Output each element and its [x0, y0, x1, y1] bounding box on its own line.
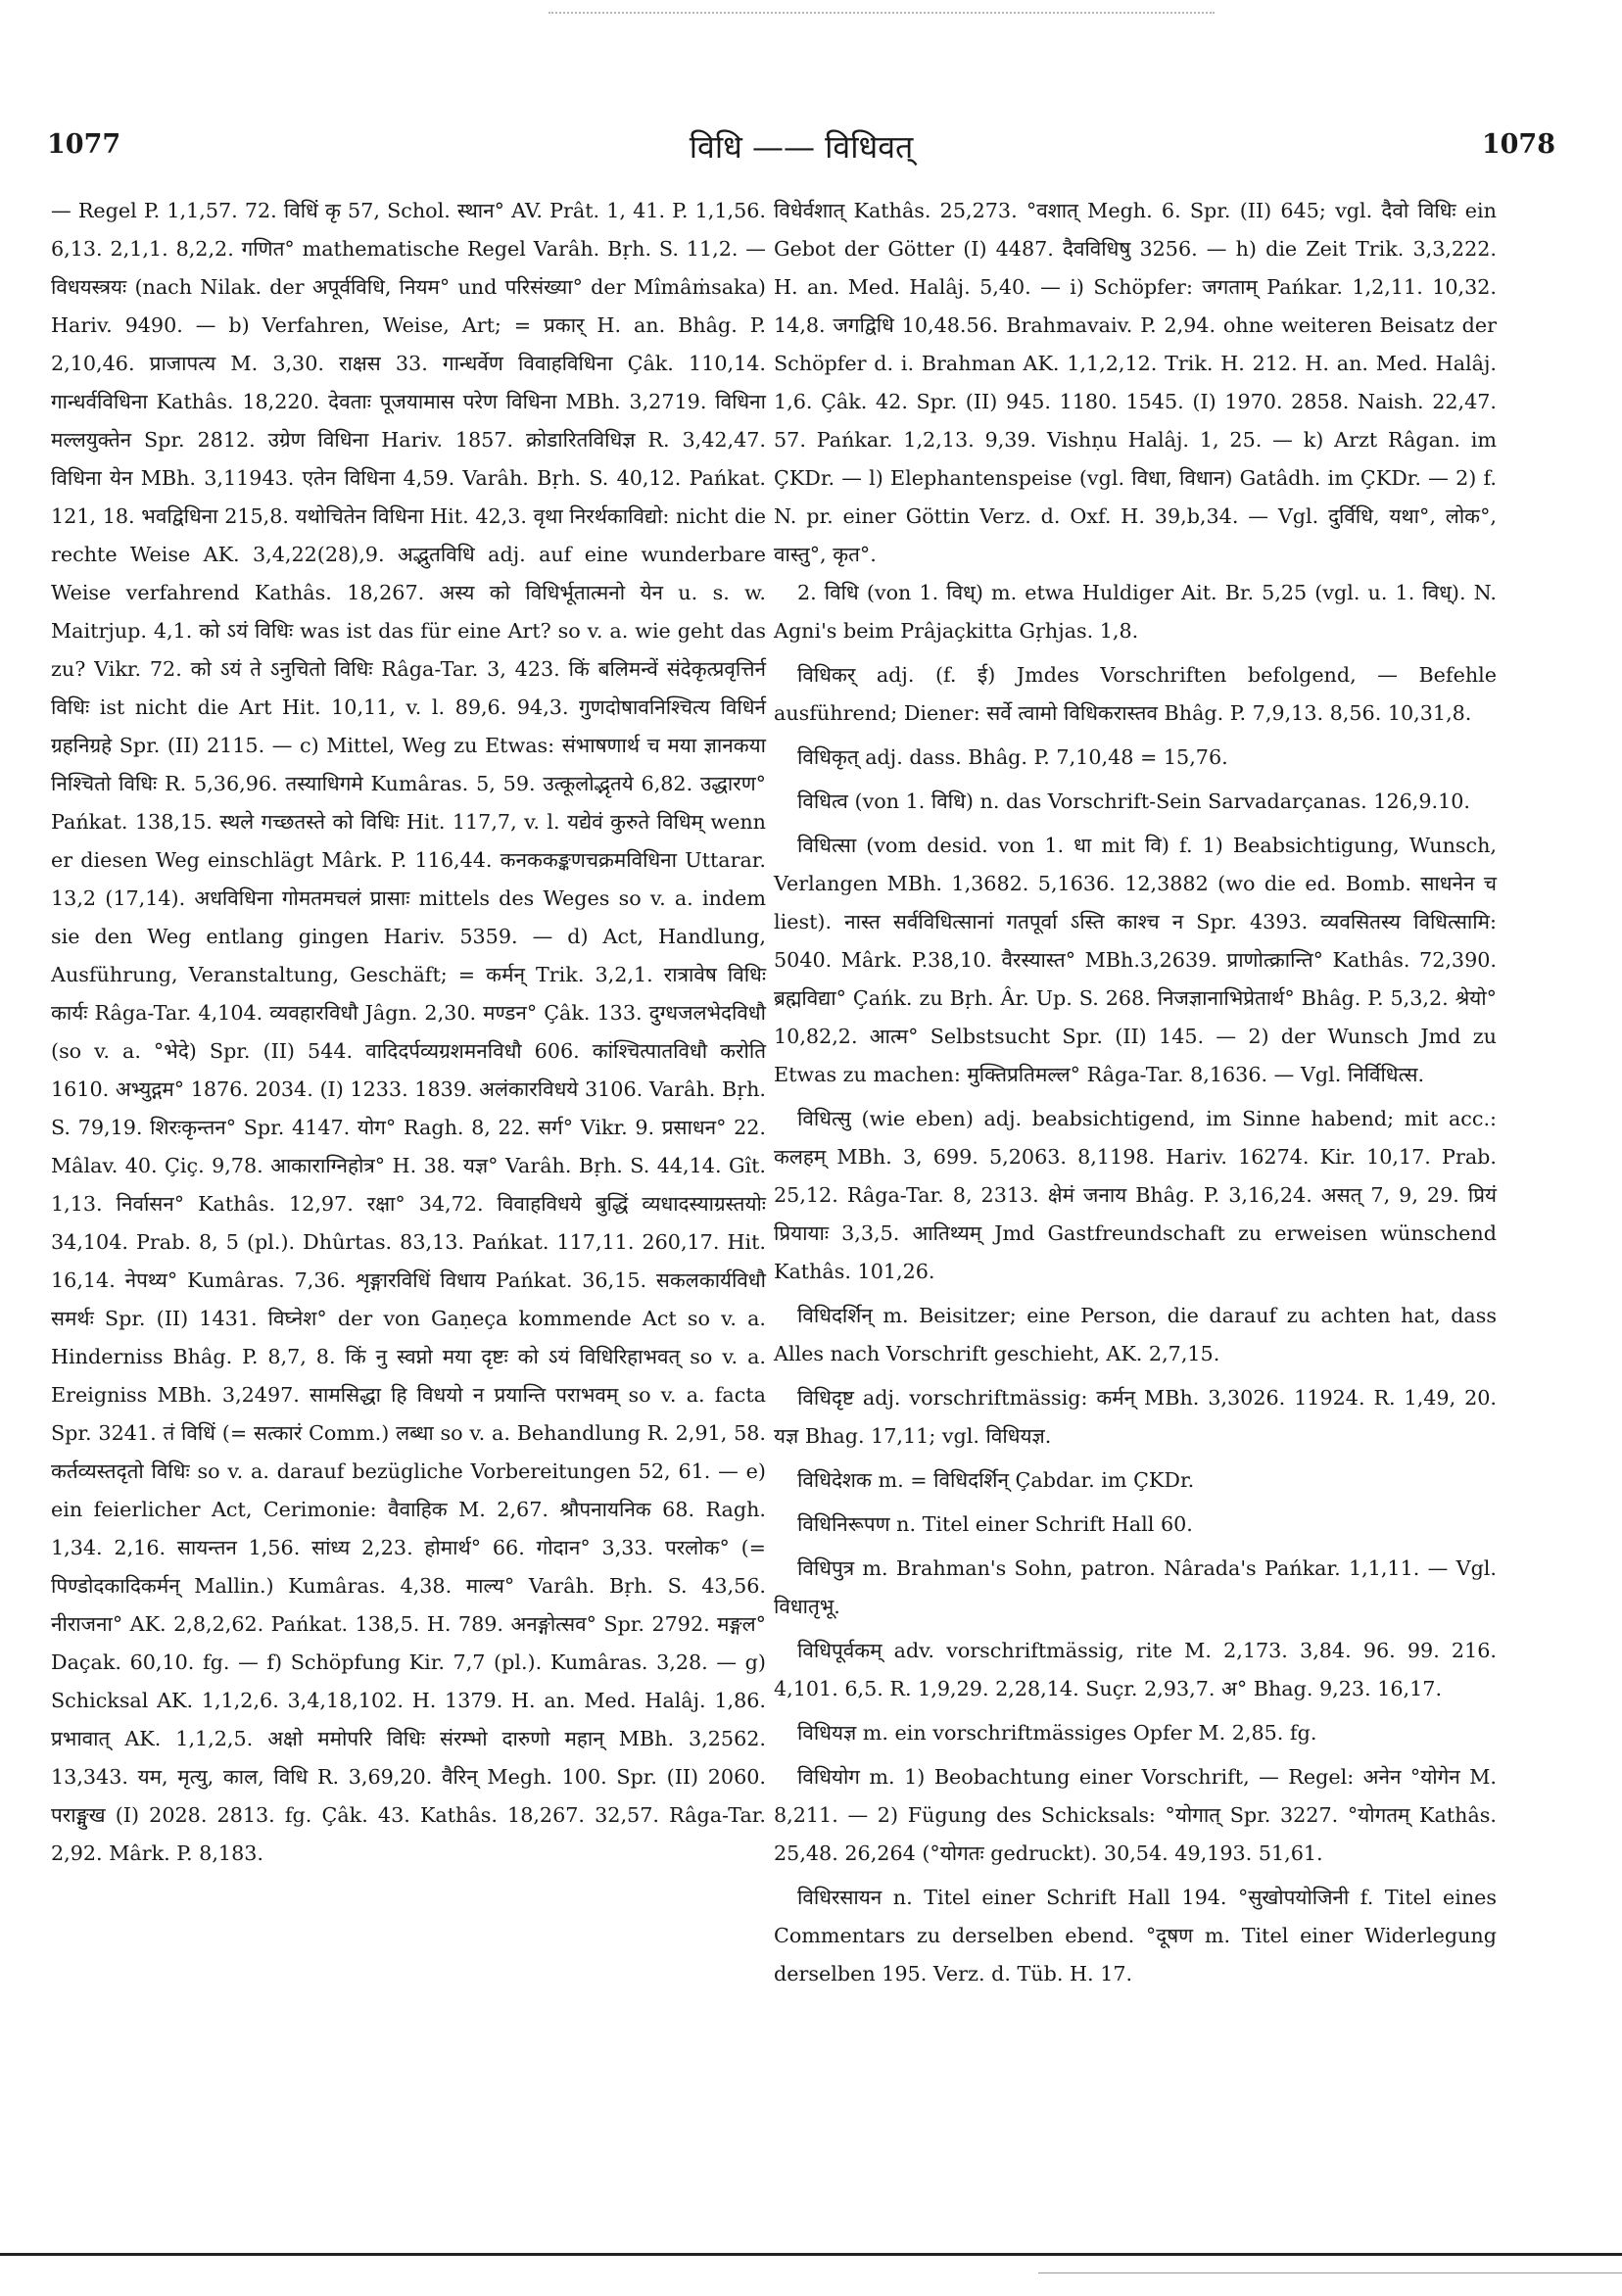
- dictionary-entry: विधित्व (von 1. विधि) n. das Vorschrift-Sein Sarvadarçanas. 126,9.10.: [797, 789, 1470, 813]
- entry-text: विधेर्वशात् Kathâs. 25,273. °वशात् Megh. 6. Spr. (II) 645; vgl. दैवो विधिः ein Gebot der Götter (I) 4487. दैवविधिषु 3256. — h) die Zeit Trik. 3,3,222. H. an. Med. Halâj. 5,40. — i) Schöpfer: जगताम् Pańkar. 1,2,11. 10,32. 14,8. जगद्विधि 10,48.56. Brahmavaiv. P. 2,94. ohne weiteren Beisatz der Schöpfer d. i. Brahman AK. 1,1,2,12. Trik. H. 212. H. an. Med. Halâj. 1,6. Çâk. 42. Spr. (II) 945. 1180. 1545. (I) 1970. 2858. Naish. 22,47. 57. Pańkar. 1,2,13. 9,39. Vishṇu Halâj. 1, 25. — k) Arzt Râgan. im ÇKDr. — l) Elephantenspeise (vgl. विधा, विधान) Gatâdh. im ÇKDr. — 2) f. N. pr. einer Göttin Verz. d. Oxf. H. 39,b,34. — Vgl. दुर्विधि, यथा°, लोक°, वास्तु°, कृत°.: [774, 199, 1497, 566]
- dictionary-entry: विधियोग m. 1) Beobachtung einer Vorschrift, — Regel: अनेन °योगेन M. 8,211. — 2) Fügung des Schicksals: °योगात् Spr. 3227. °योगतम् Kathâs. 25,48. 26,264 (°योगतः gedruckt). 30,54. 49,193. 51,61.: [774, 1765, 1497, 1865]
- left-page-number: 1077: [47, 129, 121, 160]
- bottom-scan-line: [1038, 2272, 1622, 2273]
- dictionary-entry: विधिदृष्ट adj. vorschriftmässig: कर्मन् MBh. 3,3026. 11924. R. 1,49, 20. यज्ञ Bhag. 17,11; vgl. विधियज्ञ.: [774, 1386, 1497, 1448]
- dictionary-entry: विधित्सा (vom desid. von 1. धा mit वि) f. 1) Beabsichtigung, Wunsch, Verlangen MBh. 1,3682. 5,1636. 12,3882 (wo die ed. Bomb. साधनेन च liest). नास्त सर्वविधित्सानां गतपूर्वा ऽस्ति काश्च न Spr. 4393. व्यवसितस्य विधित्सामि: 5040. Mârk. P.38,10. वैरस्यास्त° MBh.3,2639. प्राणोत्क्रान्ति° Kathâs. 72,390. ब्रह्मविद्या° Çańk. zu Bṛh. Âr. Up. S. 268. निजज्ञानाभिप्रेतार्थ° Bhâg. P. 5,3,2. श्रेयो° 10,82,2. आत्म° Selbstsucht Spr. (II) 145. — 2) der Wunsch Jmd zu Etwas zu machen: मुक्तिप्रतिमल्ल° Râga-Tar. 8,1636. — Vgl. निर्विधित्स.: [774, 834, 1497, 1086]
- dictionary-entry: विधिदेशक m. = विधिदर्शिन् Çabdar. im ÇKDr.: [797, 1468, 1195, 1492]
- top-scan-artifact: [549, 12, 1215, 17]
- dictionary-entry: विधिनिरूपण n. Titel einer Schrift Hall 60.: [797, 1512, 1193, 1536]
- dictionary-entry: विधिपुत्र m. Brahman's Sohn, patron. Nârada's Pańkar. 1,1,11. — Vgl. विधातृभू.: [774, 1556, 1497, 1618]
- dictionary-entry: विधिकृत् adj. dass. Bhâg. P. 7,10,48 = 15,76.: [797, 745, 1228, 769]
- bottom-rule: [0, 2253, 1622, 2256]
- dictionary-entry: विधिकर् adj. (f. ई) Jmdes Vorschriften befolgend, — Befehle ausführend; Diener: सर्वे त्वामो विधिकरास्तव Bhâg. P. 7,9,13. 8,56. 10,31,8.: [774, 663, 1497, 725]
- page-header: [47, 125, 1555, 174]
- right-page-number: 1078: [1481, 129, 1555, 160]
- dictionary-entry: विधियज्ञ m. ein vorschriftmässiges Opfer M. 2,85. fg.: [797, 1721, 1317, 1745]
- dictionary-entry: 2. विधि (von 1. विध्) m. etwa Huldiger Ait. Br. 5,25 (vgl. u. 1. विध्). N. Agni's beim Prâjaçkitta Gṛhjas. 1,8.: [774, 581, 1497, 643]
- dictionary-entry: विधित्सु (wie eben) adj. beabsichtigend, im Sinne habend; mit acc.: कलहम् MBh. 3, 699. 5,2063. 8,1198. Hariv. 16274. Kir. 10,17. Prab. 25,12. Râga-Tar. 8, 2313. क्षेमं जनाय Bhâg. P. 3,16,24. असत् 7, 9, 29. प्रियं प्रियायाः 3,3,5. आतिथ्यम् Jmd Gastfreundschaft zu erweisen wünschend Kathâs. 101,26.: [774, 1107, 1497, 1283]
- entry-text: — Regel P. 1,1,57. 72. विधिं कृ 57, Schol. स्थान° AV. Prât. 1, 41. P. 1,1,56. 6,13. 2,1,1. 8,2,2. गणित° mathematische Regel Varâh. Bṛh. S. 11,2. — विधयस्त्रयः (nach Nilak. der अपूर्वविधि, नियम° und परिसंख्या° der Mîmâṁsaka) Hariv. 9490. — b) Verfahren, Weise, Art; = प्रकार् H. an. Bhâg. P. 2,10,46. प्राजापत्य M. 3,30. राक्षस 33. गान्धर्वेण विवाहविधिना Çâk. 110,14. गान्धर्वविधिना Kathâs. 18,220. देवताः पूजयामास परेण विधिना MBh. 3,2719. विधिना मल्लयुक्तेन Spr. 2812. उग्रेण विधिना Hariv. 1857. क्रोडारितविधिज्ञ R. 3,42,47. विधिना येन MBh. 3,11943. एतेन विधिना 4,59. Varâh. Bṛh. S. 40,12. Pańkat. 121, 18. भवद्विधिना 215,8. यथोचितेन विधिना Hit. 42,3. वृथा निरर्थकाविद्यो: nicht die rechte Weise AK. 3,4,22(28),9. अद्भुतविधि adj. auf eine wunderbare Weise verfahrend Kathâs. 18,267. अस्य को विधिर्भूतात्मनो येन u. s. w. Maitrjup. 4,1. को ऽयं विधिः was ist das für eine Art? so v. a. wie geht das zu? Vikr. 72. को ऽयं ते ऽनुचितो विधिः Râga-Tar. 3, 423. किं बलिमन्वें संदेकृत्प्रवृत्तिर्न विधिः ist nicht die Art Hit. 10,11, v. l. 89,6. 94,3. गुणदोषावनिश्चित्य विधिर्न ग्रहनिग्रहे Spr. (II) 2115. — c) Mittel, Weg zu Etwas: संभाषणार्थ च मया ज्ञानकया निश्चितो विधिः R. 5,36,96. तस्याधिगमे Kumâras. 5, 59. उत्कूलोद्भृतये 6,82. उद्धारण° Pańkat. 138,15. स्थले गच्छतस्ते को विधिः Hit. 117,7, v. l. यद्येवं कुरुते विधिम् wenn er diesen Weg einschlägt Mârk. P. 116,44. कनककङ्कणचक्रमविधिना Uttarar. 13,2 (17,14). अधविधिना गोमतमचलं प्रासाः mittels des Weges so v. a. indem sie den Weg entlang gingen Hariv. 5359. — d) Act, Handlung, Ausführung, Veranstaltung, Geschäft; = कर्मन् Trik. 3,2,1. रात्रावेष विधिः कार्यः Râga-Tar. 4,104. व्यवहारविधौ Jâgn. 2,30. मण्डन° Çâk. 133. दुग्धजलभेदविधौ (so v. a. °भेदे) Spr. (II) 544. वादिदर्पव्यग्रशमनविधौ 606. कांश्चित्पातविधौ करोति 1610. अभ्युद्गम° 1876. 2034. (I) 1233. 1839. अलंकारविधये 3106. Varâh. Bṛh. S. 79,19. शिरःकृन्तन° Spr. 4147. योग° Ragh. 8, 22. सर्ग° Vikr. 9. प्रसाधन° 22. Mâlav. 40. Çiç. 9,78. आकाराग्निहोत्र° H. 38. यज्ञ° Varâh. Bṛh. S. 44,14. Gît. 1,13. निर्वासन° Kathâs. 12,97. रक्षा° 34,72. विवाहविधये बुद्धिं व्यधादस्याग्रस्तयोः 34,104. Prab. 8, 5 (pl.). Dhûrtas. 83,13. Pańkat. 117,11. 260,17. Hit. 16,14. नेपथ्य° Kumâras. 7,36. शृङ्गारविधिं विधाय Pańkat. 36,15. सकलकार्यविधौ समर्थः Spr. (II) 1431. विघ्नेश° der von Gaṇeça kommende Act so v. a. Hinderniss Bhâg. P. 8,7, 8. किं नु स्वप्नो मया दृष्टः को ऽयं विधिरिहाभवत् so v. a. Ereigniss MBh. 3,2497. सामसिद्धा हि विधयो न प्रयान्ति पराभवम् so v. a. facta Spr. 3241. तं विधिं (= सत्कारं Comm.) लब्धा so v. a. Behandlung R. 2,91, 58. कर्तव्यस्तदृतो विधिः so v. a. darauf bezügliche Vorbereitungen 52, 61. — e) ein feierlicher Act, Cerimonie: वैवाहिक M. 2,67. श्रौपनायनिक 68. Ragh. 1,34. 2,16. सायन्तन 1,56. सांध्य 2,23. होमार्थ° 66. गोदान° 3,33. परलोक° (= पिण्डोदकादिकर्मन् Mallin.) Kumâras. 4,38. माल्य° Varâh. Bṛh. S. 43,56. नीराजना° AK. 2,8,2,62. Pańkat. 138,5. H. 789. अनङ्गोत्सव° Spr. 2792. मङ्गल° Daçak. 60,10. fg. — f) Schöpfung Kir. 7,7 (pl.). Kumâras. 3,28. — g) Schicksal AK. 1,1,2,6. 3,4,18,102. H. 1379. H. an. Med. Halâj. 1,86. प्रभावात् AK. 1,1,2,5. अक्षो ममोपरि विधिः संरम्भो दारुणो महान् MBh. 3,2562. 13,343. यम, मृत्यु, काल, विधि R. 3,69,20. वैरिन् Megh. 100. Spr. (II) 2060. पराङ्मुख (I) 2028. 2813. fg. Çâk. 43. Kathâs. 18,267. 32,57. Râga-Tar. 2,92. Mârk. P. 8,183.: [51, 199, 766, 1865]
- dictionary-entry: विधिपूर्वकम् adv. vorschriftmässig, rite M. 2,173. 3,84. 96. 99. 216. 4,101. 6,5. R. 1,9,29. 2,28,14. Suçr. 2,93,7. अ° Bhag. 9,23. 16,17.: [774, 1639, 1497, 1700]
- right-column: [774, 192, 1497, 1993]
- left-column: [51, 192, 766, 1873]
- running-head: विधि —— विधिवत्: [689, 128, 914, 166]
- dictionary-entry: विधिरसायन n. Titel einer Schrift Hall 194. °सुखोपयोजिनी f. Titel eines Commentars zu derselben ebend. °दूषण m. Titel einer Widerlegung derselben 195. Verz. d. Tüb. H. 17.: [774, 1886, 1497, 1985]
- dictionary-entry: विधिदर्शिन् m. Beisitzer; eine Person, die darauf zu achten hat, dass Alles nach Vorschrift geschieht, AK. 2,7,15.: [774, 1304, 1497, 1365]
